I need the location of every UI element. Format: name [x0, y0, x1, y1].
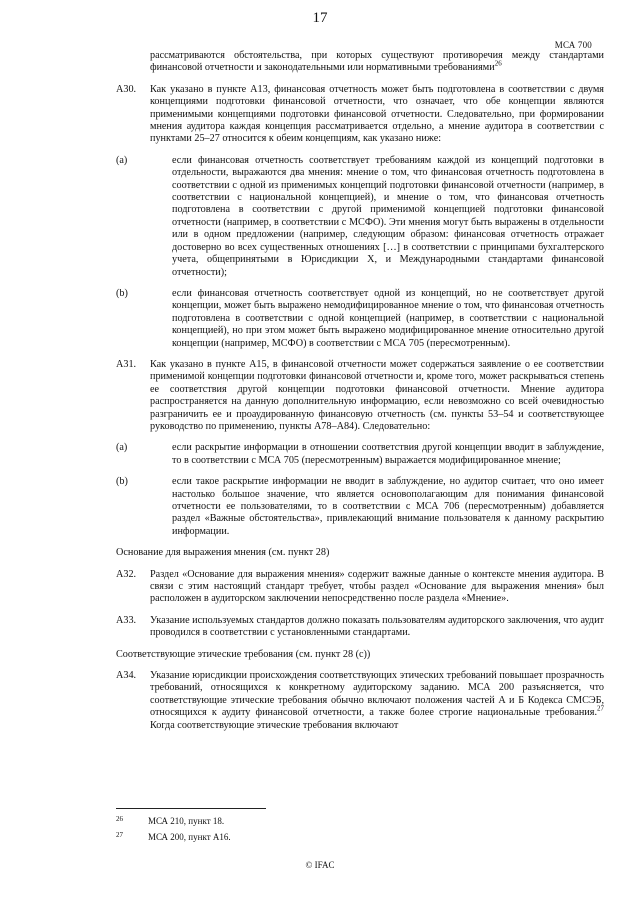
- continued-paragraph: [150, 50, 604, 75]
- paragraph-a30: [116, 83, 604, 146]
- paragraph-text: Раздел «Основание для выражения мнения» содержит важные данные о контексте мнения аудитора. В связи с этим настоящий стандарт требует, чтобы раздел «Основание для выражения мнения» был расположен в аудиторском заключении непосредственно после раздела «Мнение».: [150, 568, 604, 605]
- paragraph-a34: [116, 670, 604, 732]
- paragraph-text: Как указано в пункте A13, финансовая отчетность может быть подготовлена в соответствии с двумя концепциями подготовки финансовой отчетности, что означает, что обе концепции являются применимыми концепциями подготовки финансовой отчетности. Следовательно, при формировании мнения аудитора каждая концепция рассматривается отдельно, а мнение аудитора в соответствии с пунктами 25–27 относится к обеим концепциям, как указано ниже:: [150, 83, 604, 145]
- paragraph-text: Указание юрисдикции происхождения соответствующих этических требований повышает прозрачность требований, относящихся к конкретному аудиторскому заданию. МСА 200 разъясняется, что соответствующие этические требования обычно включают положения частей A и Б Кодекса СМСЭБ, относящихся к аудиту финансовой отчетности, а также более строгие национальные требования.: [150, 670, 604, 719]
- footnote-text: МСА 200, пункт A16.: [148, 832, 231, 842]
- list-item-text: если финансовая отчетность соответствует одной из концепций, но не соответствует другой концепции, может быть выражено немодифицированное мнение о том, что финансовая отчетность подготовлена в соответствии с одной концепцией (например, в соответствии с национальной концепцией), но при этом может быть выражено модифицированное мнение относительно другой концепции (например, МСФО) в соответствии с МСА 705 (пересмотренным).: [172, 287, 604, 349]
- list-item-label: (b): [116, 287, 128, 299]
- list-item-label: (a): [116, 154, 128, 166]
- paragraph-text: Указание используемых стандартов должно показать пользователям аудиторского заключения, что аудит проводился в соответствии с установленными стандартами.: [150, 614, 604, 639]
- footnote-text: МСА 210, пункт 18.: [148, 816, 225, 826]
- copyright-footer: © IFAC: [305, 860, 335, 870]
- footnote-ref-26[interactable]: 26: [494, 60, 502, 69]
- list-item-text: если такое раскрытие информации не вводит в заблуждение, но аудитор считает, что оно имеет настолько большое значение, что является основополагающим для понимания финансовой отчетности ее пользователями, то в соответствии с МСА 706 (пересмотренным) добавляется раздел «Важные обстоятельства», привлекающий внимание пользователя к данному раскрытию информации.: [172, 476, 604, 537]
- list-item: [116, 476, 604, 538]
- footnote-mark: 26: [116, 815, 123, 823]
- paragraph-number: A33.: [116, 614, 137, 626]
- paragraph-number: A34.: [116, 670, 137, 682]
- paragraph-number: A32.: [116, 568, 137, 580]
- footnote: [116, 831, 604, 843]
- footnotes: [116, 808, 604, 847]
- footnote-divider: [116, 808, 266, 809]
- paragraph-text: Как указано в пункте A15, в финансовой отчетности может содержаться заявление о ее соответствии применимой концепции подготовки финансовой отчетности и, кроме того, может раскрываться степень ее соответствия другой концепции подготовки финансовой отчетности. Мнение аудитора распространяется на данную дополнительную информацию, если невозможно со всей очевидностью разграничить ее и проаудированную финансовую отчетность (см. пункты 53–54 и соответствующее руководство по применению, пункты A78–A84). Следовательно:: [150, 358, 604, 432]
- list-item-text: если раскрытие информации в отношении соответствия другой концепции вводит в заблуждение, то в соответствии с МСА 705 (пересмотренным) выражается модифицированное мнение;: [172, 442, 604, 466]
- section-heading: Основание для выражения мнения (см. пункт 28): [116, 547, 330, 559]
- continued-paragraph-text: рассматриваются обстоятельства, при которых существуют противоречия между стандартами финансовой отчетности и законодательными или нормативными требованиями: [150, 50, 604, 74]
- list-item-label: (b): [116, 476, 128, 488]
- footnote: [116, 815, 604, 827]
- list-item-label: (a): [116, 442, 128, 454]
- list-item: [116, 287, 604, 350]
- paragraph-number: A30.: [116, 83, 137, 95]
- paragraph-number: A31.: [116, 358, 137, 370]
- standard-reference: МСА 700: [554, 40, 592, 50]
- footnote-mark: 27: [116, 831, 123, 839]
- page-number: 17: [312, 10, 328, 26]
- document-body: [116, 50, 604, 741]
- paragraph-text-tail: Когда соответствующие этические требования включают: [150, 719, 399, 731]
- footnote-ref-27[interactable]: 27: [597, 704, 604, 713]
- paragraph-a33: [116, 614, 604, 640]
- section-heading: Соответствующие этические требования (см. пункт 28 (c)): [116, 648, 371, 660]
- paragraph-a31: [116, 358, 604, 433]
- list-item-text: если финансовая отчетность соответствует требованиям каждой из концепций подготовки в отдельности, выражаются два мнения: мнение о том, что финансовая отчетность подготовлена в соответствии с одной из применимых концепций подготовки финансовой отчетности (например, в соответствии с национальной концепцией), и мнение о том, что финансовая отчетность подготовлена в соответствии с другой применимой концепцией подготовки финансовой отчетности (например, в соответствии с МСФО). Эти мнения могут быть выражены в отдельности или в одном предложении (например, следующим образом: финансовая отчетность отражает достоверно во всех существенных отношениях […] в соответствии с принципами бухгалтерского учета, общепринятыми в Юрисдикции X, и Международными стандартами финансовой отчетности);: [172, 154, 604, 278]
- list-item: [116, 154, 604, 279]
- paragraph-a32: [116, 568, 604, 606]
- list-item: [116, 442, 604, 467]
